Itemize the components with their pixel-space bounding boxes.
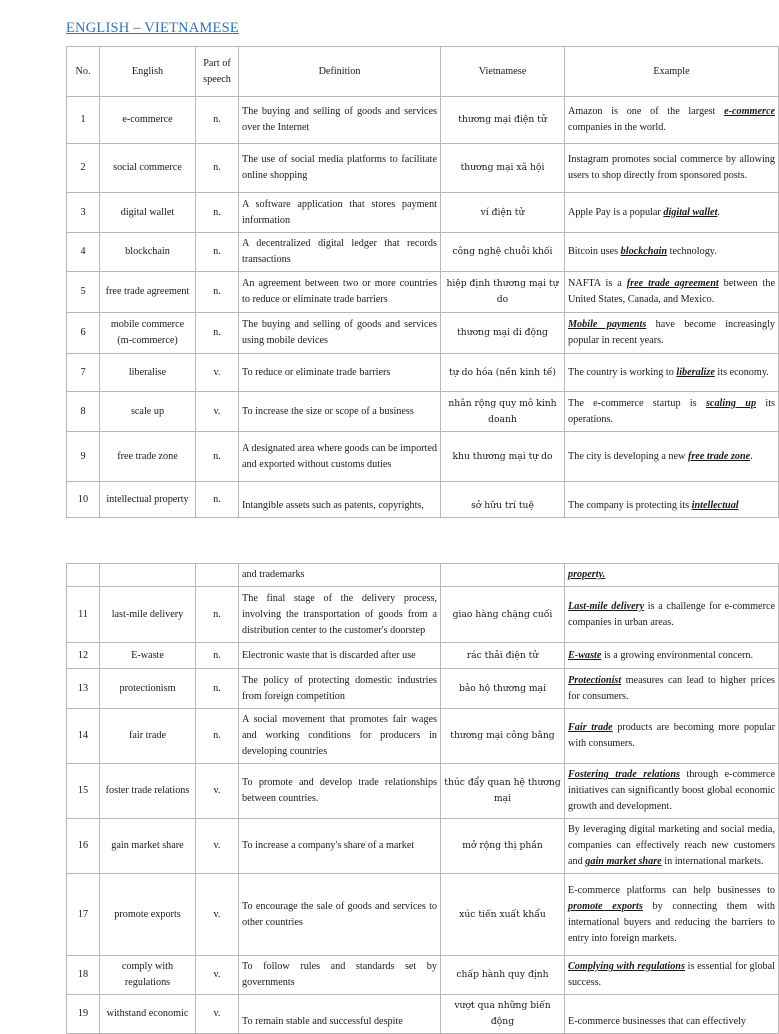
example-text: products are becoming more popular with consumers. xyxy=(568,722,775,749)
cell-no: 7 xyxy=(67,354,100,392)
example-text: The e-commerce startup is xyxy=(568,397,706,409)
cell-no xyxy=(67,564,100,587)
cell-example xyxy=(565,482,779,518)
example-text: The country is working to xyxy=(568,366,677,378)
cell-no: 15 xyxy=(67,764,100,819)
continuation-row xyxy=(67,564,779,587)
cell-no: 18 xyxy=(67,956,100,995)
cell-definition: A software application that stores payment information xyxy=(239,193,441,233)
cell-pos: v. xyxy=(196,956,239,995)
cell-vietnamese xyxy=(441,564,565,587)
cell-no: 19 xyxy=(67,995,100,1034)
header-no: No. xyxy=(67,47,100,97)
cell-vietnamese: bảo hộ thương mại xyxy=(441,669,565,709)
cell-definition: The buying and selling of goods and services using mobile devices xyxy=(239,313,441,354)
cell-definition: To promote and develop trade relationships between countries. xyxy=(239,764,441,819)
cell-no: 14 xyxy=(67,709,100,764)
cell-no: 16 xyxy=(67,819,100,874)
header-row xyxy=(67,47,779,97)
cell-example xyxy=(565,669,779,709)
cell-pos: v. xyxy=(196,995,239,1034)
cell-definition: Intangible assets such as patents, copyrights, xyxy=(239,482,441,518)
cell-english: protectionism xyxy=(100,669,196,709)
table-row xyxy=(67,482,779,518)
cell-vietnamese: khu thương mại tự do xyxy=(441,432,565,482)
highlighted-term: free trade agreement xyxy=(626,278,719,289)
cell-definition: The use of social media platforms to facilitate online shopping xyxy=(239,144,441,193)
header-vietnamese: Vietnamese xyxy=(441,47,565,97)
cell-english: social commerce xyxy=(100,144,196,193)
cell-english: E-waste xyxy=(100,643,196,669)
cell-no: 5 xyxy=(67,272,100,313)
highlighted-term: scaling up xyxy=(705,397,757,409)
cell-example xyxy=(565,392,779,432)
table-row xyxy=(67,432,779,482)
cell-definition: To reduce or eliminate trade barriers xyxy=(239,354,441,392)
table-row xyxy=(67,709,779,764)
table-row xyxy=(67,669,779,709)
header-definition: Definition xyxy=(239,47,441,97)
cell-vietnamese: mở rộng thị phần xyxy=(441,819,565,874)
highlighted-term: E-waste xyxy=(568,649,602,661)
highlighted-term: intellectual xyxy=(691,500,739,511)
cell-pos: n. xyxy=(196,313,239,354)
cell-vietnamese: chấp hành quy định xyxy=(441,956,565,995)
page-heading: ENGLISH – VIETNAMESE xyxy=(66,20,239,36)
cell-example xyxy=(565,564,779,587)
cell-vietnamese: thương mại điện tử xyxy=(441,97,565,144)
cell-english: fair trade xyxy=(100,709,196,764)
highlighted-term: promote exports xyxy=(568,900,643,912)
cell-pos: n. xyxy=(196,233,239,272)
cell-vietnamese: xúc tiến xuất khẩu xyxy=(441,874,565,956)
example-text: . xyxy=(717,206,720,218)
highlighted-term: Fostering trade relations xyxy=(568,769,681,780)
highlighted-term: Protectionist xyxy=(568,674,622,686)
cell-pos: v. xyxy=(196,764,239,819)
cell-definition: To increase a company's share of a market xyxy=(239,819,441,874)
cell-vietnamese: ví điện tử xyxy=(441,193,565,233)
table-row xyxy=(67,97,779,144)
highlighted-term: blockchain xyxy=(620,246,668,257)
highlighted-term: e-commerce xyxy=(724,106,775,117)
table-row xyxy=(67,233,779,272)
cell-pos: n. xyxy=(196,643,239,669)
cell-pos: n. xyxy=(196,709,239,764)
example-text: companies in the world. xyxy=(568,122,666,133)
cell-vietnamese: nhân rộng quy mô kinh doanh xyxy=(441,392,565,432)
cell-example xyxy=(565,193,779,233)
cell-example xyxy=(565,272,779,313)
cell-definition: A social movement that promotes fair wages and working conditions for producers in developing countries xyxy=(239,709,441,764)
example-text: its operations. xyxy=(568,397,775,425)
highlighted-term: free trade zone xyxy=(687,450,751,462)
cell-no: 17 xyxy=(67,874,100,956)
cell-no: 6 xyxy=(67,313,100,354)
table-row xyxy=(67,392,779,432)
cell-definition: The final stage of the delivery process, involving the transportation of goods from a distribution center to the customer's doorstep xyxy=(239,587,441,643)
cell-pos xyxy=(196,564,239,587)
cell-example xyxy=(565,233,779,272)
cell-english: promote exports xyxy=(100,874,196,956)
cell-no: 3 xyxy=(67,193,100,233)
highlighted-term: property. xyxy=(568,569,606,580)
cell-vietnamese: rác thải điện tử xyxy=(441,643,565,669)
example-text: is essential for global success. xyxy=(568,961,776,988)
cell-pos: n. xyxy=(196,432,239,482)
cell-vietnamese: hiệp định thương mại tự do xyxy=(441,272,565,313)
highlighted-term: digital wallet xyxy=(663,206,718,218)
cell-vietnamese: sở hữu trí tuệ xyxy=(441,482,565,518)
cell-example xyxy=(565,995,779,1034)
cell-definition: Electronic waste that is discarded after use xyxy=(239,643,441,669)
cell-english: mobile commerce (m-commerce) xyxy=(100,313,196,354)
example-text: The city is developing a new xyxy=(568,450,688,462)
example-text: measures can lead to higher prices for consumers. xyxy=(568,674,775,702)
cell-vietnamese: thúc đẩy quan hệ thương mại xyxy=(441,764,565,819)
table-row xyxy=(67,819,779,874)
cell-no: 13 xyxy=(67,669,100,709)
cell-pos: n. xyxy=(196,482,239,518)
cell-definition: A designated area where goods can be imported and exported without customs duties xyxy=(239,432,441,482)
example-text: E-commerce platforms can help businesses to xyxy=(568,884,775,896)
table-row xyxy=(67,193,779,233)
example-text: E-commerce businesses that can effectively xyxy=(568,1016,747,1027)
example-text: is a growing environmental concern. xyxy=(601,649,754,661)
highlighted-term: liberalize xyxy=(676,366,715,378)
header-english: English xyxy=(100,47,196,97)
cell-example xyxy=(565,819,779,874)
example-text: between the United States, Canada, and Mexico. xyxy=(568,278,775,305)
example-text: Amazon is one of the largest xyxy=(568,106,725,117)
cell-vietnamese: thương mại di động xyxy=(441,313,565,354)
cell-example xyxy=(565,587,779,643)
example-text: by connecting them with international buyers and reducing the barriers to entry into foreign markets. xyxy=(568,900,775,944)
cell-english: blockchain xyxy=(100,233,196,272)
cell-no: 8 xyxy=(67,392,100,432)
cell-no: 2 xyxy=(67,144,100,193)
header-example: Example xyxy=(565,47,779,97)
cell-english: comply with regulations xyxy=(100,956,196,995)
cell-no: 4 xyxy=(67,233,100,272)
cell-example xyxy=(565,354,779,392)
highlighted-term: Fair trade xyxy=(568,722,613,733)
example-text: . xyxy=(750,450,753,462)
table-row xyxy=(67,313,779,354)
cell-example xyxy=(565,144,779,193)
cell-pos: n. xyxy=(196,144,239,193)
highlighted-term: Mobile payments xyxy=(568,319,647,330)
cell-vietnamese: công nghệ chuỗi khối xyxy=(441,233,565,272)
example-text: The company is protecting its xyxy=(568,500,692,511)
example-text: Bitcoin uses xyxy=(568,246,621,257)
cell-pos: v. xyxy=(196,874,239,956)
cell-no: 12 xyxy=(67,643,100,669)
table-row xyxy=(67,995,779,1034)
cell-pos: n. xyxy=(196,587,239,643)
cell-definition: An agreement between two or more countries to reduce or eliminate trade barriers xyxy=(239,272,441,313)
cell-definition: A decentralized digital ledger that records transactions xyxy=(239,233,441,272)
cell-definition: and trademarks xyxy=(239,564,441,587)
example-text: NAFTA is a xyxy=(568,278,627,289)
cell-english: e-commerce xyxy=(100,97,196,144)
cell-vietnamese: thương mại xã hội xyxy=(441,144,565,193)
cell-definition: To follow rules and standards set by governments xyxy=(239,956,441,995)
cell-english: last-mile delivery xyxy=(100,587,196,643)
highlighted-term: Last-mile delivery xyxy=(568,600,645,612)
cell-definition: The policy of protecting domestic industries from foreign competition xyxy=(239,669,441,709)
cell-pos: n. xyxy=(196,193,239,233)
cell-no: 9 xyxy=(67,432,100,482)
cell-definition: The buying and selling of goods and services over the Internet xyxy=(239,97,441,144)
cell-definition: To encourage the sale of goods and services to other countries xyxy=(239,874,441,956)
cell-english xyxy=(100,564,196,587)
cell-no: 1 xyxy=(67,97,100,144)
cell-english: liberalise xyxy=(100,354,196,392)
cell-example xyxy=(565,643,779,669)
cell-english: withstand economic xyxy=(100,995,196,1034)
cell-english: intellectual property xyxy=(100,482,196,518)
table-row xyxy=(67,272,779,313)
cell-pos: n. xyxy=(196,669,239,709)
cell-pos: v. xyxy=(196,354,239,392)
table-row xyxy=(67,956,779,995)
example-text: technology. xyxy=(667,246,717,257)
cell-english: free trade zone xyxy=(100,432,196,482)
cell-english: digital wallet xyxy=(100,193,196,233)
table-row xyxy=(67,144,779,193)
table-row xyxy=(67,874,779,956)
header-part-of-speech: Part of speech xyxy=(196,47,239,97)
cell-example xyxy=(565,874,779,956)
example-text: through e-commerce initiatives can significantly boost global economic growth and development. xyxy=(568,769,775,812)
cell-pos: n. xyxy=(196,97,239,144)
highlighted-term: gain market share xyxy=(585,856,662,867)
cell-vietnamese: vượt qua những biến động xyxy=(441,995,565,1034)
cell-no: 10 xyxy=(67,482,100,518)
cell-english: foster trade relations xyxy=(100,764,196,819)
example-text: its economy. xyxy=(714,366,769,378)
example-text: Apple Pay is a popular xyxy=(568,206,664,218)
cell-example xyxy=(565,709,779,764)
example-text: in international markets. xyxy=(661,856,764,867)
cell-example xyxy=(565,956,779,995)
example-text: Instagram promotes social commerce by allowing users to shop directly from sponsored posts. xyxy=(568,154,775,181)
cell-pos: v. xyxy=(196,392,239,432)
cell-vietnamese: thương mại công bằng xyxy=(441,709,565,764)
cell-english: scale up xyxy=(100,392,196,432)
cell-no: 11 xyxy=(67,587,100,643)
cell-example xyxy=(565,432,779,482)
cell-definition: To remain stable and successful despite xyxy=(239,995,441,1034)
cell-definition: To increase the size or scope of a business xyxy=(239,392,441,432)
vocabulary-table-1 xyxy=(66,46,779,518)
cell-english: free trade agreement xyxy=(100,272,196,313)
vocabulary-table-2 xyxy=(66,563,779,1034)
cell-example xyxy=(565,764,779,819)
cell-example xyxy=(565,97,779,144)
cell-vietnamese: tự do hóa (nền kinh tế) xyxy=(441,354,565,392)
table-row xyxy=(67,354,779,392)
table-row xyxy=(67,587,779,643)
cell-pos: v. xyxy=(196,819,239,874)
table-row xyxy=(67,643,779,669)
highlighted-term: Complying with regulations xyxy=(568,961,685,972)
example-text: is a challenge for e-commerce companies in urban areas. xyxy=(568,600,776,628)
example-text: have become increasingly popular in recent years. xyxy=(568,319,775,346)
cell-vietnamese: giao hàng chặng cuối xyxy=(441,587,565,643)
table-row xyxy=(67,764,779,819)
cell-example xyxy=(565,313,779,354)
cell-english: gain market share xyxy=(100,819,196,874)
cell-pos: n. xyxy=(196,272,239,313)
example-text: By leveraging digital marketing and social media, companies can effectively reach new customers and xyxy=(568,824,775,867)
